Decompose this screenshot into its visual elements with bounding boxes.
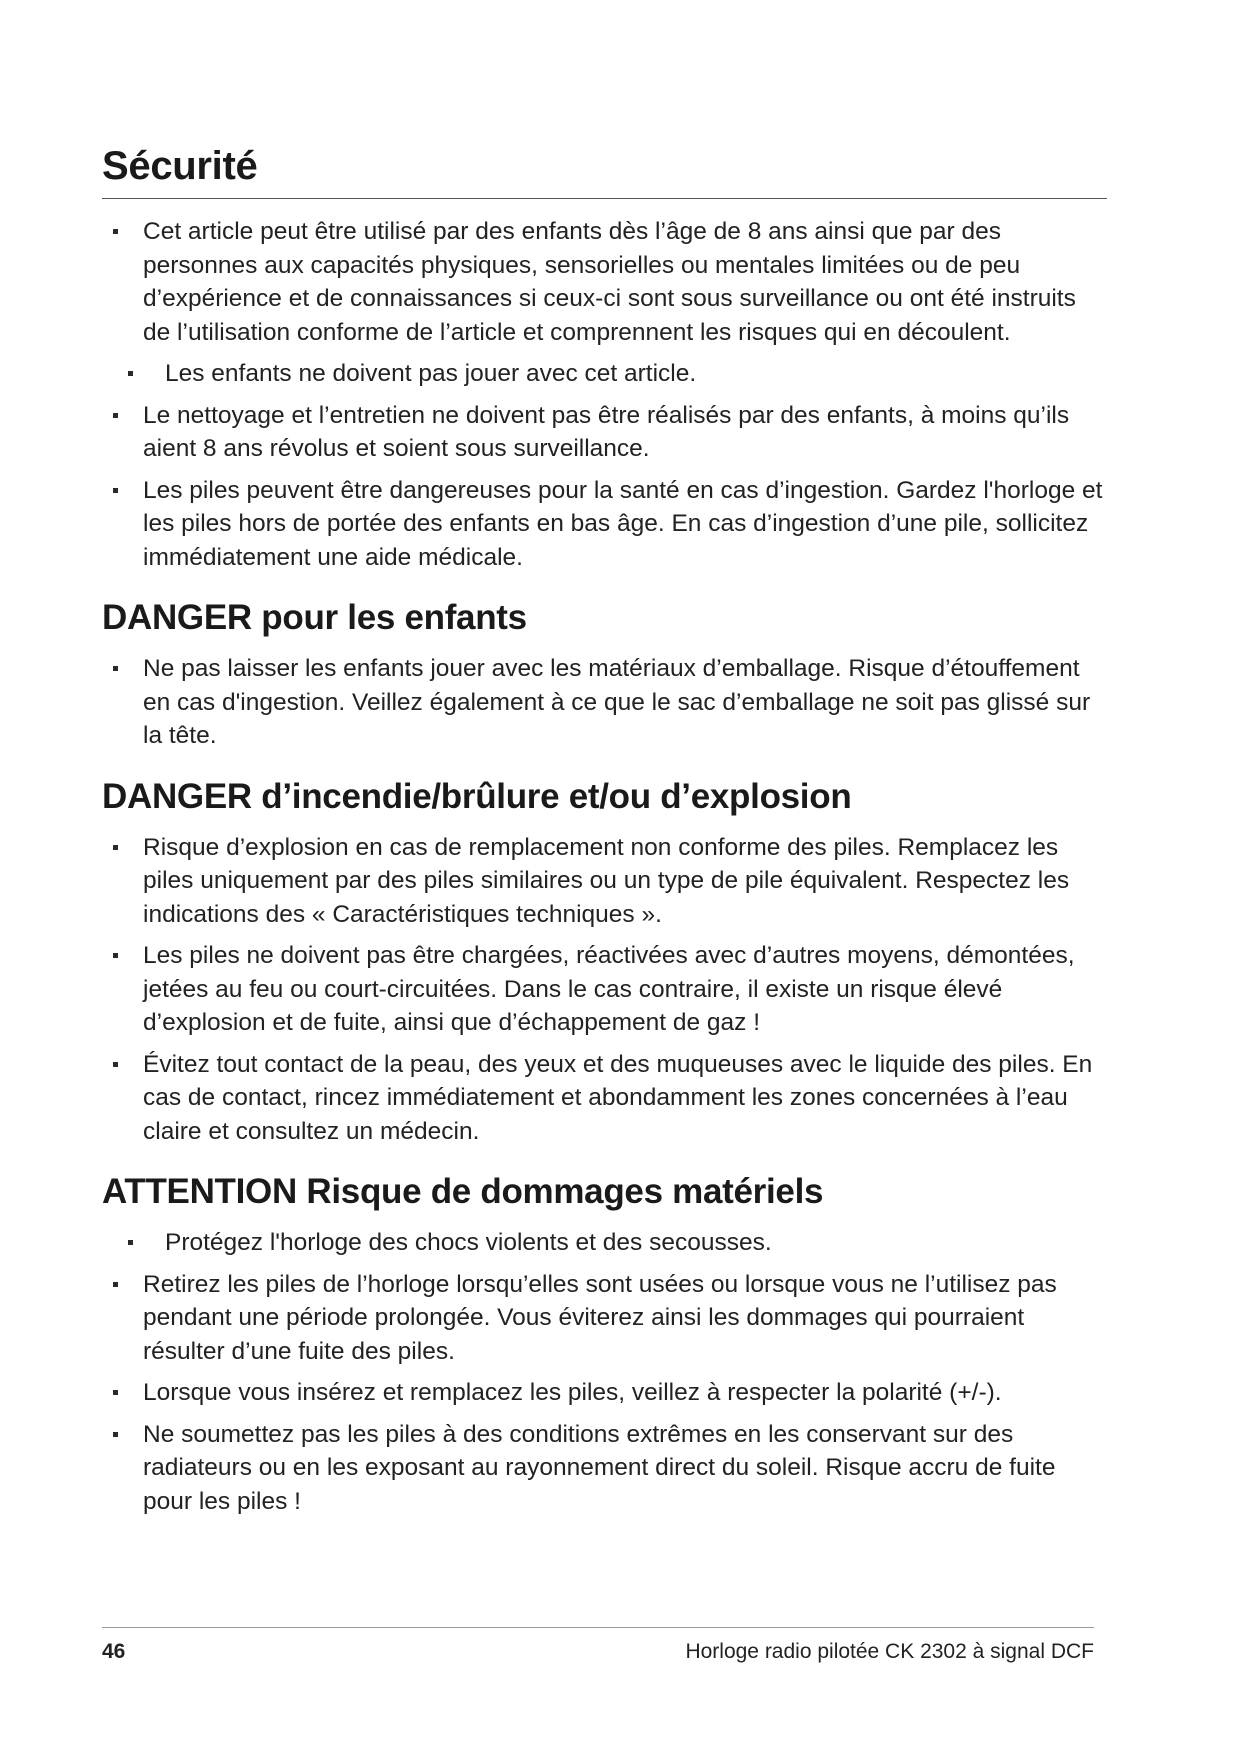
list-item: Les piles ne doivent pas être chargées, réactivées avec d’autres moyens, démontées, jetées au feu ou court-circuitées. Dans le cas contraire, il existe un risque élevé d’explosion et de fuite, ainsi que d’échappement de gaz ! (102, 939, 1107, 1040)
list-item: Lorsque vous insérez et remplacez les piles, veillez à respecter la polarité (+/-). (102, 1376, 1107, 1410)
bullet-icon (113, 1062, 118, 1067)
bullet-icon (113, 845, 118, 850)
bullet-icon (113, 1432, 118, 1437)
bullet-icon (113, 1390, 118, 1395)
list-item: Évitez tout contact de la peau, des yeux et des muqueuses avec le liquide des piles. En cas de contact, rincez immédiatement et abondamment les zones concernées à l’eau claire et consultez un médecin. (102, 1048, 1107, 1149)
bullet-icon (113, 229, 118, 234)
page-content (102, 138, 1107, 1526)
attention-list (102, 1226, 1107, 1518)
danger-fire-list (102, 831, 1107, 1149)
list-item: Retirez les piles de l’horloge lorsqu’elles sont usées ou lorsque vous ne l’utilisez pas pendant une période prolongée. Vous éviterez ainsi les dommages qui pourraient résulter d’une fuite des piles. (102, 1268, 1107, 1369)
footer-divider (102, 1627, 1094, 1628)
list-item: Les enfants ne doivent pas jouer avec cet article. (102, 357, 1107, 391)
list-item: Cet article peut être utilisé par des enfants dès l’âge de 8 ans ainsi que par des personnes aux capacités physiques, sensorielles ou mentales limitées ou de peu d’expérience et de connaissances si ceux-ci sont sous surveillance ou ont été instruits de l’utilisation conforme de l’article et comprennent les risques qui en découlent. (102, 215, 1107, 349)
page-footer (102, 1640, 1094, 1664)
bullet-icon (113, 666, 118, 671)
list-item: Ne pas laisser les enfants jouer avec les matériaux d’emballage. Risque d’étouffement en cas d'ingestion. Veillez également à ce que le sac d’emballage ne soit pas glissé sur la tête. (102, 652, 1107, 753)
bullet-icon (128, 1240, 133, 1245)
footer-product-name: Horloge radio pilotée CK 2302 à signal DCF (685, 1640, 1094, 1663)
section-heading-danger-fire: DANGER d’incendie/brûlure et/ou d’explosion (102, 776, 852, 816)
safety-list (102, 215, 1107, 574)
page-number: 46 (102, 1640, 126, 1663)
section-heading-attention: ATTENTION Risque de dommages matériels (102, 1172, 824, 1211)
list-item: Les piles peuvent être dangereuses pour la santé en cas d’ingestion. Gardez l'horloge et les piles hors de portée des enfants en bas âge. En cas d’ingestion d’une pile, sollicitez immédiatement une aide médicale. (102, 474, 1107, 575)
list-item: Ne soumettez pas les piles à des conditions extrêmes en les conservant sur des radiateurs ou en les exposant au rayonnement direct du soleil. Risque accru de fuite pour les piles ! (102, 1418, 1107, 1519)
danger-children-list (102, 652, 1107, 753)
bullet-icon (113, 953, 118, 958)
bullet-icon (113, 413, 118, 418)
page-title: Sécurité (102, 138, 1107, 199)
list-item: Protégez l'horloge des chocs violents et des secousses. (102, 1226, 1107, 1260)
bullet-icon (113, 1282, 118, 1287)
bullet-icon (128, 371, 133, 376)
list-item: Le nettoyage et l’entretien ne doivent pas être réalisés par des enfants, à moins qu’ils aient 8 ans révolus et soient sous surveillance. (102, 399, 1107, 466)
bullet-icon (113, 488, 118, 493)
section-heading-danger-children: DANGER pour les enfants (102, 598, 527, 637)
list-item: Risque d’explosion en cas de remplacement non conforme des piles. Remplacez les piles uniquement par des piles similaires ou un type de pile équivalent. Respectez les indications des « Caractéristiques techniques ». (102, 831, 1107, 932)
